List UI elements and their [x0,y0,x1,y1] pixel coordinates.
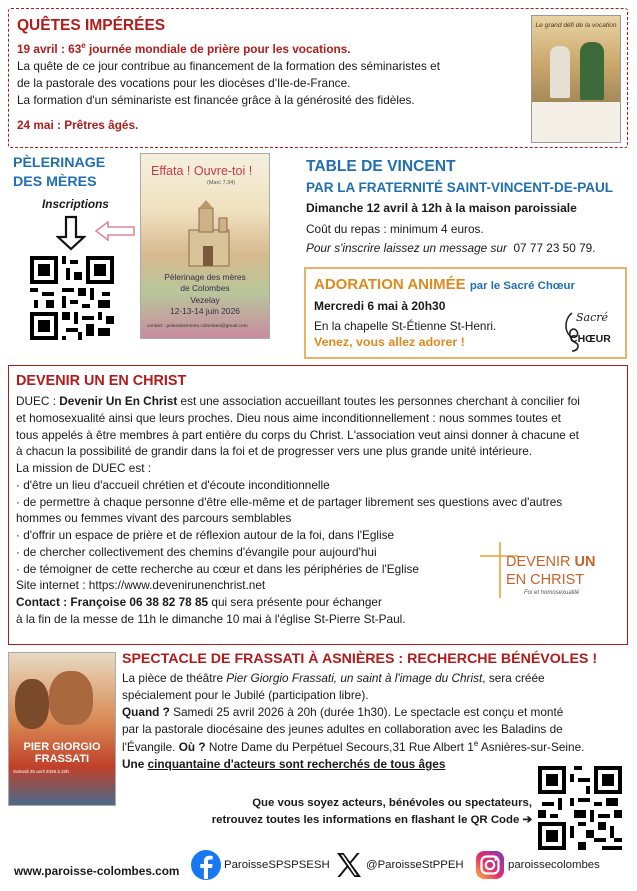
duec-title: DEVENIR UN EN CHRIST [16,373,187,389]
list-item: hommes ou femmes vivant des parcours semblables [16,511,292,526]
arrow-down-icon [56,215,86,251]
instagram-handle: paroissecolombes [508,859,600,871]
list-item: · de témoigner de cette recherche au cœur et dans les périphéries de l'Eglise [16,561,419,576]
sacre-coeur-logo: Sacré CHŒUR [558,307,620,353]
frassati-poster-image: PIER GIORGIO FRASSATI Samedi 25 avril 2026 à 20h [8,652,116,806]
list-item: · de permettre à chaque personne d'être elle-même et de partager librement ses questions avec d'autres [16,494,563,509]
pelerinage-title: PÈLERINAGE DES MÈRES [13,155,106,190]
spectacle-title: SPECTACLE DE FRASSATI À ASNIÈRES : RECHERCHE BÉNÉVOLES ! [122,651,598,667]
spectacle-qr-code[interactable] [538,766,622,850]
quetes-line: La formation d'un séminariste est financée grâce à la générosité des fidèles. [17,92,415,107]
facebook-handle: ParoisseSPSPSESH [224,859,330,871]
x-icon [334,850,364,880]
adoration-lieu: En la chapelle St-Étienne St-Henri. [314,319,497,333]
vincent-phone[interactable]: 07 77 23 50 79. [513,241,596,255]
duec-mission: La mission de DUEC est : [16,461,152,475]
instagram-icon [474,849,506,881]
vincent-title: TABLE DE VINCENT [306,158,456,175]
duec-paragraph: DUEC : Devenir Un En Christ est une association accueillant toutes les personnes cherchant à concilier foi [16,394,580,408]
list-item: · de chercher collectivement des chemins d'évangile pour aujourd'hui [16,544,377,559]
vincent-date: Dimanche 12 avril à 12h à la maison paroissiale [306,201,577,215]
spectacle-cta: Que vous soyez acteurs, bénévoles ou spectateurs, retrouvez toutes les informations en flashant le QR Code ➔ [211,797,532,827]
vocation-poster-image: Le grand défi de la vocation [531,15,621,143]
duec-contact: Contact : Françoise 06 38 82 78 85 qui sera présente pour échanger [16,595,382,609]
vincent-cout: Coût du repas : minimum 4 euros. [306,222,484,236]
vincent-subtitle: PAR LA FRATERNITÉ SAINT-VINCENT-DE-PAUL [306,180,613,195]
list-item: · d'offrir un espace de prière et de réflexion autour de la foi, dans l'Eglise [16,528,395,542]
pelerinage-poster-image: Effata ! Ouvre-toi ! (Marc 7,34) Pèlerinage des mères de Colombes Vezelay 12-13-14 juin 2026 contact : pelesdesmeres.colombes@gmail.com [140,153,270,339]
vincent-inscription: Pour s'inscrire laissez un message sur 07 77 23 50 79. [306,241,596,255]
basilica-icon [179,200,239,270]
list-item: · d'être un lieu d'accueil chrétien et d'écoute inconditionnelle [16,477,330,492]
quetes-line: La quête de ce jour contribue au financement de la formation des séminaristes et [17,58,440,73]
spectacle-body: La pièce de théâtre Pier Giorgio Frassati, un saint à l'image du Christ, sera créée spécialement pour le Jubilé (participation libre). Quand ? Samedi 25 avril 2026 à 20h (durée 1h30). Le spectacle est conçu et monté par la pastorale diocésaine des jeunes adultes en collaboration avec les Baladins de l'Évangile. Où ? Notre Dame du Perpétuel Secours,31 Rue Albert 1e Asnières-sur-Seine. Une cinquantaine d'acteurs sont recherchés de tous âges [122,671,585,771]
duec-section: DEVENIR UN EN CHRIST DUEC : Devenir Un En Christ est une association accueillant toutes les personnes cherchant à concilier foi et homosexualité ainsi que leurs proches. Dieu nous aime inconditionnellement : nous sommes toutes et tous appelés à être membres à part entière du corps du Christ. L'association veut ainsi donner à chacune et à chacun la possibilité de grandir dans la foi et de progresser vers une plus grande unité intérieure. La mission de DUEC est : · d'être un lieu d'accueil chrétien et d'écoute inconditionnelle · de permettre à chaque personne d'être elle-même et de partager librement ses questions avec d'autres hommes ou femmes vivant des parcours semblables · d'offrir un espace de prière et de réflexion autour de la foi, dans l'Eglise · de chercher collectivement des chemins d'évangile pour aujourd'hui · de témoigner de cette recherche au cœur et dans les périphéries de l'Eglise Site internet : https://www.devenirunenchrist.net Contact : Françoise 06 38 82 78 85 qui sera présente pour échanger à la fin de la messe de 11h le dimanche 10 mai à l'église St-Pierre St-Paul. [8,365,628,645]
pelerinage-qr-code[interactable] [30,256,114,340]
adoration-date: Mercredi 6 mai à 20h30 [314,299,446,313]
inscriptions-label: Inscriptions [42,197,109,211]
quetes-title: QUÊTES IMPÉRÉES [17,17,166,34]
facebook-link[interactable] [190,848,330,882]
facebook-icon [190,849,222,881]
adoration-title: ADORATION ANIMÉE par le Sacré Chœur [314,276,575,293]
cross-icon [478,540,518,600]
quetes-line-vocations: 19 avril : 63e journée mondiale de prière pour les vocations. [17,41,351,56]
quetes-line: de la pastorale des vocations pour les diocèses d'Ile-de-France. [17,75,351,90]
x-handle: @ParoisseStPPEH [366,859,464,871]
duec-logo: DEVENIR UN EN CHRIST Foi et homosexualité [478,540,618,600]
adoration-call: Venez, vous allez adorer ! [314,335,465,349]
x-link[interactable] [334,848,464,882]
footer-website-link[interactable]: www.paroisse-colombes.com [14,864,180,878]
duec-site-link[interactable]: Site internet : https://www.devenirunenchrist.net [16,578,266,593]
quetes-line-pretres: 24 mai : Prêtres âgés. [17,117,139,132]
instagram-link[interactable] [474,848,600,882]
arrow-left-icon [94,221,136,241]
quetes-section [8,8,628,148]
